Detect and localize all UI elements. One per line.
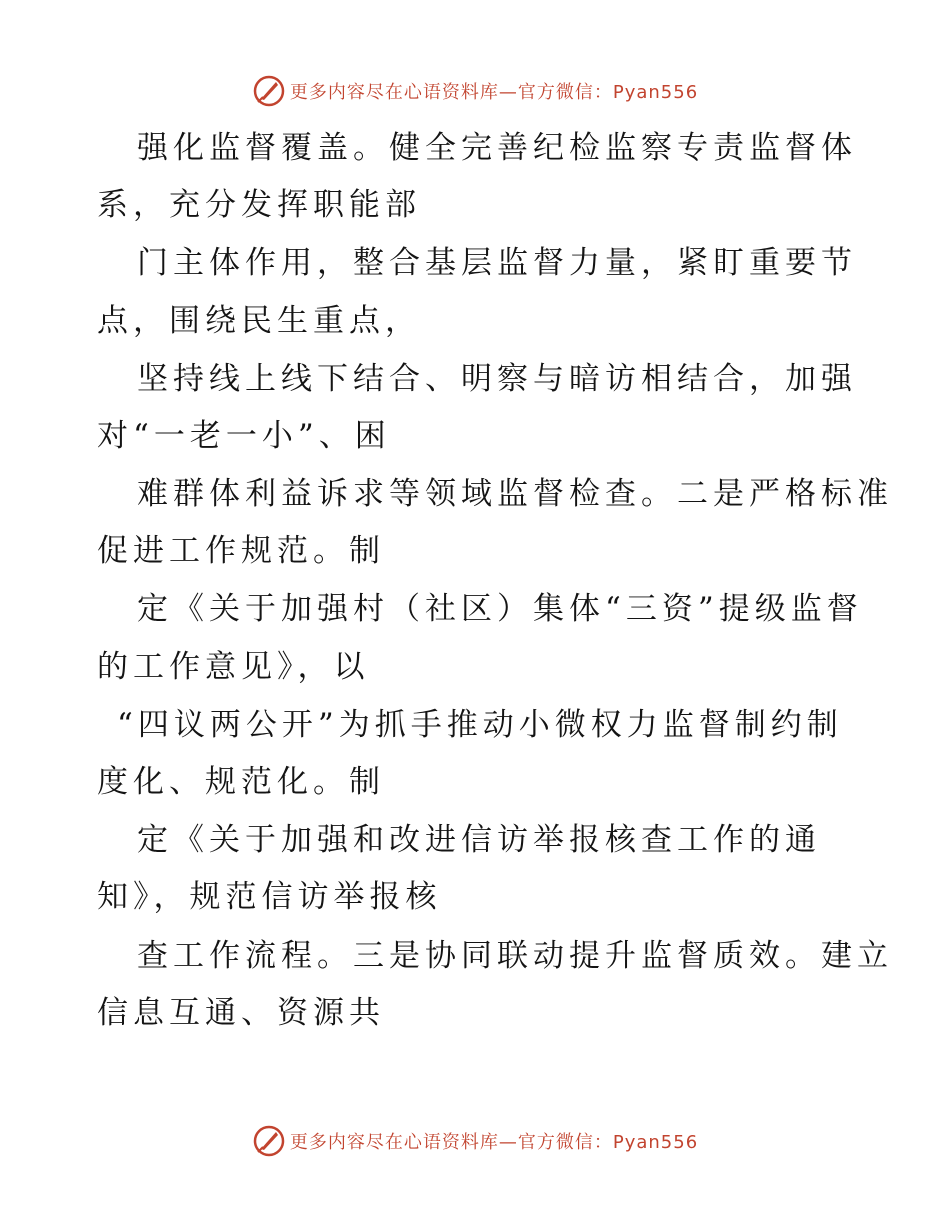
text-line: 系，充分发挥职能部 bbox=[97, 187, 421, 223]
footer-watermark bbox=[0, 1121, 950, 1161]
text-line: 知》，规范信访举报核 bbox=[97, 879, 442, 915]
text-line: 定《关于加强和改进信访举报核查工作的通 bbox=[137, 822, 821, 858]
text-line: 门主体作用，整合基层监督力量，紧盯重要节 bbox=[137, 245, 857, 281]
text-line: 度化、规范化。制 bbox=[97, 764, 385, 800]
feather-pen-logo-icon bbox=[252, 74, 286, 108]
text-line: 难群体利益诉求等领域监督检查。二是严格标准 bbox=[137, 476, 893, 512]
text-line: 强化监督覆盖。健全完善纪检监察专责监督体 bbox=[137, 130, 857, 166]
footer-watermark-text: 更多内容尽在心语资料库—官方微信：Pyan556 bbox=[289, 1132, 699, 1153]
text-line: “四议两公开”为抓手推动小微权力监督制约制 bbox=[117, 707, 843, 743]
text-line: 对“一老一小”、困 bbox=[97, 418, 391, 454]
text-line: 查工作流程。三是协同联动提升监督质效。建立 bbox=[137, 938, 893, 974]
text-line: 信息互通、资源共 bbox=[97, 995, 385, 1031]
text-line: 的工作意见》，以 bbox=[97, 649, 370, 685]
text-line: 坚持线上线下结合、明察与暗访相结合，加强 bbox=[137, 361, 857, 397]
text-line: 促进工作规范。制 bbox=[97, 533, 385, 569]
header-watermark bbox=[0, 71, 950, 111]
header-watermark-text: 更多内容尽在心语资料库—官方微信：Pyan556 bbox=[289, 82, 699, 103]
text-line: 定《关于加强村（社区）集体“三资”提级监督 bbox=[137, 591, 863, 627]
text-line: 点，围绕民生重点， bbox=[97, 303, 421, 339]
feather-pen-logo-icon bbox=[252, 1124, 286, 1158]
